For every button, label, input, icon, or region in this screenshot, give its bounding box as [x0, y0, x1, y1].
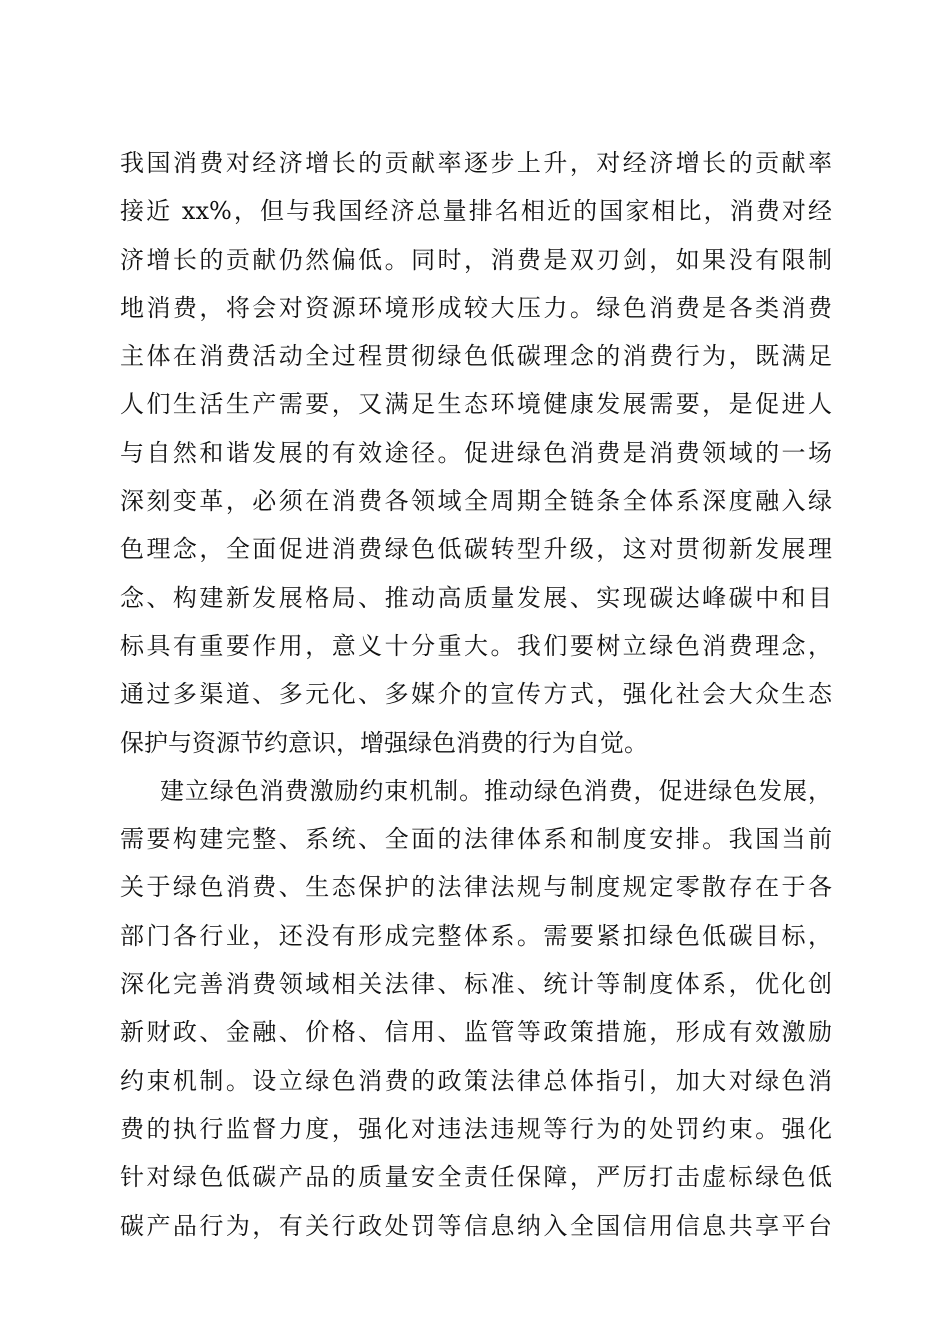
paragraph-1 [120, 139, 832, 767]
text-line: 建立绿色消费激励约束机制。推动绿色消费，促进绿色发展， [160, 776, 832, 805]
text-line: 人们生活生产需要，又满足生态环境健康发展需要，是促进人 [120, 390, 832, 419]
text-line: 色理念，全面促进消费绿色低碳转型升级，这对贯彻新发展理 [120, 535, 832, 564]
text-line: 部门各行业，还没有形成完整体系。需要紧扣绿色低碳目标， [120, 921, 832, 950]
text-line: 济增长的贡献仍然偏低。同时，消费是双刃剑，如果没有限制 [120, 245, 832, 274]
text-line: 碳产品行为，有关行政处罚等信息纳入全国信用信息共享平台 [120, 1211, 832, 1240]
text-line: 需要构建完整、系统、全面的法律体系和制度安排。我国当前 [120, 825, 832, 854]
text-line: 深刻变革，必须在消费各领域全周期全链条全体系深度融入绿 [120, 487, 832, 516]
body-text [120, 139, 832, 1250]
text-line: 费的执行监督力度，强化对违法违规等行为的处罚约束。强化 [120, 1114, 832, 1143]
text-line: 通过多渠道、多元化、多媒介的宣传方式，强化社会大众生态 [120, 680, 832, 709]
text-line: 主体在消费活动全过程贯彻绿色低碳理念的消费行为，既满足 [120, 342, 832, 371]
text-line: 接近 xx%，但与我国经济总量排名相近的国家相比，消费对经 [120, 197, 832, 226]
text-line: 约束机制。设立绿色消费的政策法律总体指引，加大对绿色消 [120, 1066, 832, 1095]
text-line: 关于绿色消费、生态保护的法律法规与制度规定零散存在于各 [120, 873, 832, 902]
text-line: 与自然和谐发展的有效途径。促进绿色消费是消费领域的一场 [120, 438, 832, 467]
text-line: 地消费，将会对资源环境形成较大压力。绿色消费是各类消费 [120, 293, 832, 322]
text-line: 念、构建新发展格局、推动高质量发展、实现碳达峰碳中和目 [120, 583, 832, 612]
text-line: 我国消费对经济增长的贡献率逐步上升，对经济增长的贡献率 [120, 149, 832, 177]
text-line: 标具有重要作用，意义十分重大。我们要树立绿色消费理念， [120, 631, 832, 660]
text-line: 深化完善消费领域相关法律、标准、统计等制度体系，优化创 [120, 970, 832, 999]
text-line: 针对绿色低碳产品的质量安全责任保障，严厉打击虚标绿色低 [120, 1163, 832, 1192]
paragraph-2 [120, 767, 832, 1250]
text-line: 保护与资源节约意识，增强绿色消费的行为自觉。 [120, 728, 648, 757]
text-line: 新财政、金融、价格、信用、监管等政策措施，形成有效激励 [120, 1018, 832, 1047]
